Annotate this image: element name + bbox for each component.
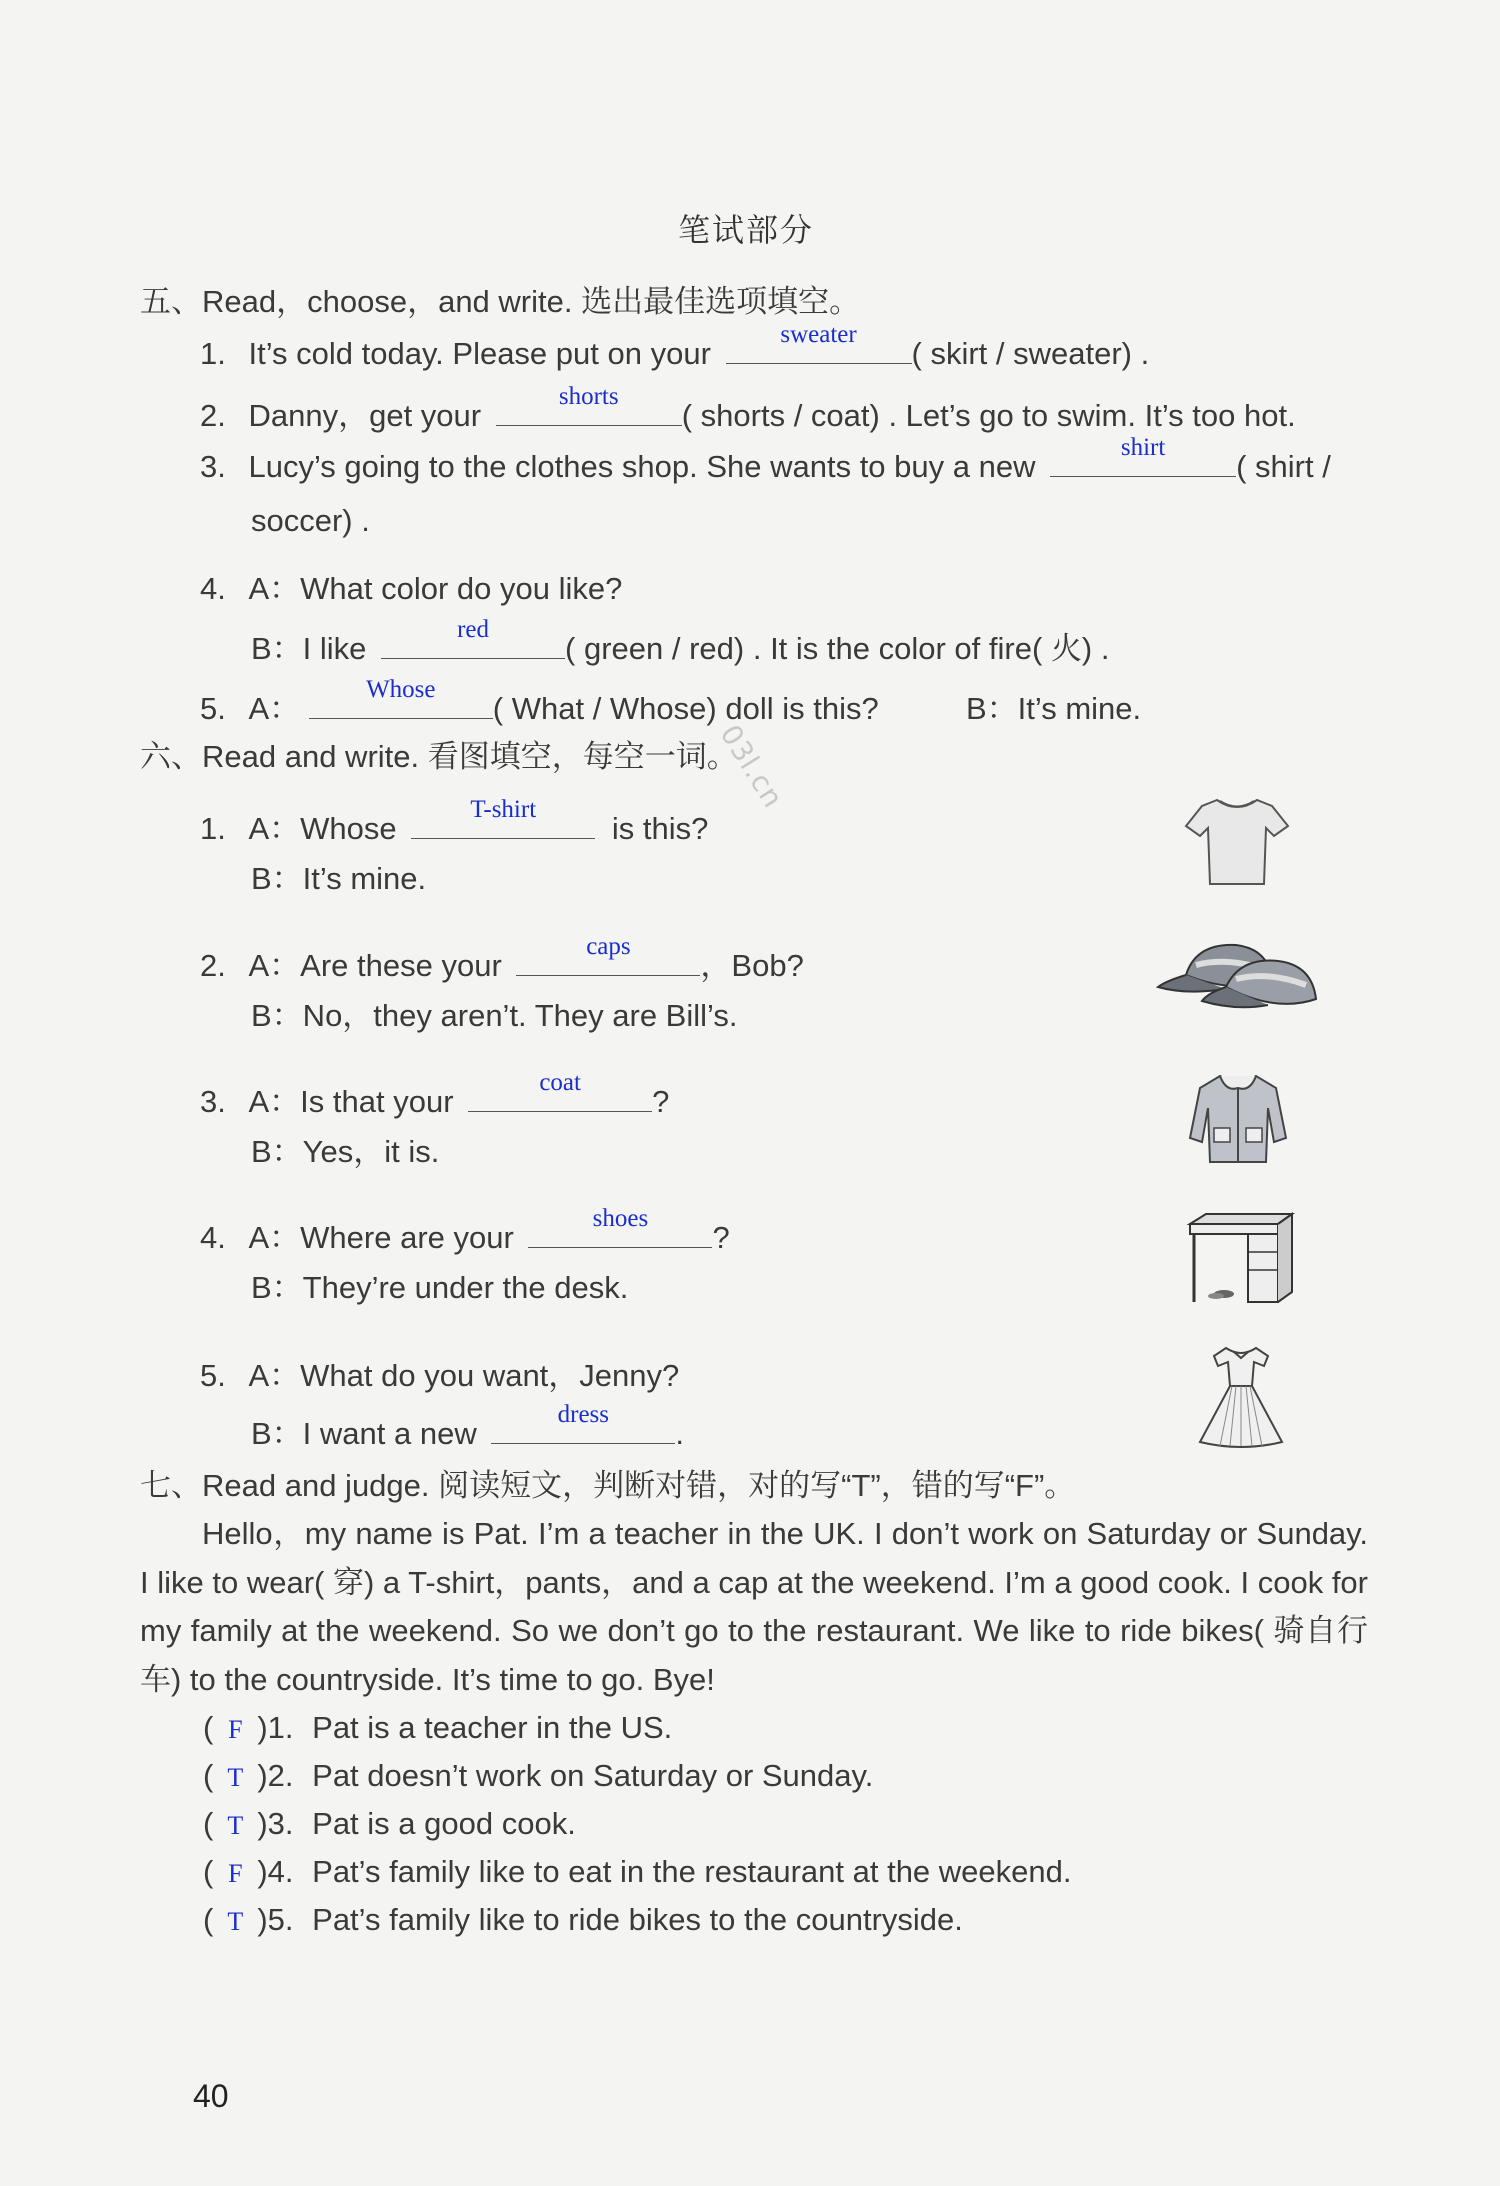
s6-item-4-a bbox=[200, 1205, 730, 1257]
judge-answer[interactable]: T bbox=[227, 1811, 244, 1840]
answer-blank[interactable] bbox=[468, 1069, 652, 1112]
section-5-heading: 五、Read，choose，and write. 选出最佳选项填空。 bbox=[140, 284, 861, 319]
answer-text: sweater bbox=[780, 321, 857, 348]
answer-blank[interactable] bbox=[411, 796, 595, 839]
answer-blank[interactable] bbox=[1050, 434, 1236, 477]
judge-statement: Pat is a teacher in the US. bbox=[312, 1710, 673, 1745]
answer-text: dress bbox=[557, 1401, 610, 1428]
question-options: ( shirt / bbox=[1236, 449, 1331, 484]
s5-question-3 bbox=[200, 434, 1331, 485]
question-number: 1. bbox=[200, 336, 226, 371]
s5-question-4-a bbox=[200, 563, 622, 608]
question-number: 3. bbox=[200, 1084, 226, 1119]
coat-icon bbox=[1186, 1068, 1290, 1168]
answer-blank[interactable] bbox=[516, 933, 700, 976]
question-number: 1. bbox=[200, 811, 226, 846]
judge-answer[interactable]: T bbox=[227, 1907, 244, 1936]
judge-item-5 bbox=[203, 1902, 963, 1938]
paren-open: ( bbox=[203, 1758, 214, 1793]
answer-blank[interactable] bbox=[309, 676, 493, 719]
t-shirt-icon bbox=[1182, 792, 1292, 892]
question-text: is this? bbox=[611, 811, 709, 846]
question-number: 4. bbox=[200, 571, 226, 606]
section-7-heading: 七、Read and judge. 阅读短文，判断对错，对的写“T”，错的写“F”。 bbox=[140, 1468, 1076, 1503]
question-number: 4. bbox=[200, 1220, 226, 1255]
question-text: A：Where are your bbox=[248, 1220, 514, 1255]
judge-number: )2. bbox=[257, 1758, 294, 1793]
answer-text: shorts bbox=[558, 383, 619, 410]
judge-number: )3. bbox=[257, 1806, 294, 1841]
s6-item-5-b bbox=[251, 1401, 684, 1453]
answer-text: T-shirt bbox=[470, 796, 537, 823]
answer-blank[interactable] bbox=[528, 1205, 712, 1248]
s6-item-3-b: B：Yes，it is. bbox=[251, 1134, 440, 1169]
judge-item-2 bbox=[203, 1758, 873, 1794]
passage-text: Hello，my name is Pat. I’m a teacher in the UK. I don’t work on Saturday or Sunday. I like to wear( 穿) a T-shirt，pants，and a cap at the weekend. I’m a good cook. I cook for my family at the weekend. So we don’t go to the restaurant. We like to ride bikes( 骑自行车) to the countryside. It’s time to go. Bye! bbox=[140, 1516, 1368, 1697]
question-text: A：Is that your bbox=[248, 1084, 454, 1119]
judge-statement: Pat’s family like to ride bikes to the countryside. bbox=[312, 1902, 963, 1937]
answer-blank[interactable] bbox=[726, 321, 912, 364]
answer-text: red bbox=[457, 616, 489, 643]
judge-number: )4. bbox=[257, 1854, 294, 1889]
question-text: B：I like bbox=[251, 631, 367, 666]
judge-statement: Pat doesn’t work on Saturday or Sunday. bbox=[312, 1758, 874, 1793]
desk-icon bbox=[1186, 1210, 1296, 1306]
s5-question-5-b: B：It’s mine. bbox=[966, 691, 1142, 726]
s5-question-5 bbox=[200, 676, 879, 728]
caps-icon bbox=[1156, 935, 1324, 1025]
judge-statement: Pat’s family like to eat in the restaurant at the weekend. bbox=[312, 1854, 1072, 1889]
answer-text: Whose bbox=[366, 676, 436, 703]
judge-number: )1. bbox=[257, 1710, 294, 1745]
question-text: . bbox=[675, 1416, 684, 1451]
paren-open: ( bbox=[203, 1854, 214, 1889]
paren-open: ( bbox=[203, 1902, 214, 1937]
answer-blank[interactable] bbox=[491, 1401, 675, 1444]
s5-question-2 bbox=[200, 383, 1296, 435]
judge-answer[interactable]: T bbox=[227, 1763, 244, 1792]
dress-icon bbox=[1196, 1342, 1286, 1450]
judge-item-3 bbox=[203, 1806, 576, 1842]
answer-text: shirt bbox=[1120, 434, 1166, 461]
page-title: 笔试部分 bbox=[678, 211, 815, 249]
judge-item-1 bbox=[203, 1710, 672, 1746]
s6-item-2-a bbox=[200, 933, 804, 985]
s6-item-3-a bbox=[200, 1069, 670, 1121]
paren-open: ( bbox=[203, 1806, 214, 1841]
section-6-heading: 六、Read and write. 看图填空，每空一词。 bbox=[140, 739, 738, 774]
question-number: 5. bbox=[200, 1358, 226, 1393]
judge-answer[interactable]: F bbox=[228, 1859, 243, 1888]
answer-text: coat bbox=[539, 1069, 581, 1096]
question-text: It’s cold today. Please put on your bbox=[248, 336, 711, 371]
question-options: ( shorts / coat) . Let’s go to swim. It’s too hot. bbox=[681, 398, 1296, 433]
question-text: A：What color do you like? bbox=[248, 571, 623, 606]
question-text: A：Are these your bbox=[248, 948, 502, 983]
judge-answer[interactable]: F bbox=[228, 1715, 243, 1744]
question-text: A：What do you want，Jenny? bbox=[248, 1358, 680, 1393]
s6-item-5-a bbox=[200, 1350, 679, 1395]
question-options: ( skirt / sweater) . bbox=[911, 336, 1150, 371]
question-text: ? bbox=[712, 1220, 730, 1255]
question-text: Lucy’s going to the clothes shop. She wants to buy a new bbox=[248, 449, 1036, 484]
paren-open: ( bbox=[203, 1710, 214, 1745]
question-text: A： bbox=[248, 691, 301, 726]
s6-item-1-a bbox=[200, 796, 709, 848]
judge-number: )5. bbox=[257, 1902, 294, 1937]
question-number: 5. bbox=[200, 691, 226, 726]
s6-item-1-b: B：It’s mine. bbox=[251, 861, 427, 896]
judge-item-4 bbox=[203, 1854, 1072, 1890]
question-number: 2. bbox=[200, 398, 226, 433]
page-number: 40 bbox=[193, 2078, 229, 2114]
question-number: 3. bbox=[200, 449, 226, 484]
watermark: 03l.cn bbox=[713, 718, 790, 815]
answer-blank[interactable] bbox=[381, 616, 565, 659]
s5-question-4-b bbox=[251, 616, 1110, 668]
question-text: A：Whose bbox=[248, 811, 397, 846]
s5-question-1 bbox=[200, 321, 1150, 372]
answer-text: caps bbox=[586, 933, 631, 960]
question-text: B：I want a new bbox=[251, 1416, 477, 1451]
s6-item-4-b: B：They’re under the desk. bbox=[251, 1270, 629, 1305]
question-text: Danny，get your bbox=[248, 398, 482, 433]
s6-item-2-b: B：No，they aren’t. They are Bill’s. bbox=[251, 998, 738, 1033]
s5-question-3-cont: soccer) . bbox=[251, 503, 370, 538]
question-number: 2. bbox=[200, 948, 226, 983]
answer-blank[interactable] bbox=[496, 383, 682, 426]
judge-statement: Pat is a good cook. bbox=[312, 1806, 576, 1841]
answer-text: shoes bbox=[592, 1205, 649, 1232]
question-options: ( green / red) . It is the color of fire( 火) . bbox=[565, 631, 1110, 666]
question-text: ? bbox=[652, 1084, 670, 1119]
question-options: ( What / Whose) doll is this? bbox=[492, 691, 879, 726]
reading-passage bbox=[140, 1510, 1368, 1704]
question-text: ，Bob? bbox=[700, 948, 804, 983]
